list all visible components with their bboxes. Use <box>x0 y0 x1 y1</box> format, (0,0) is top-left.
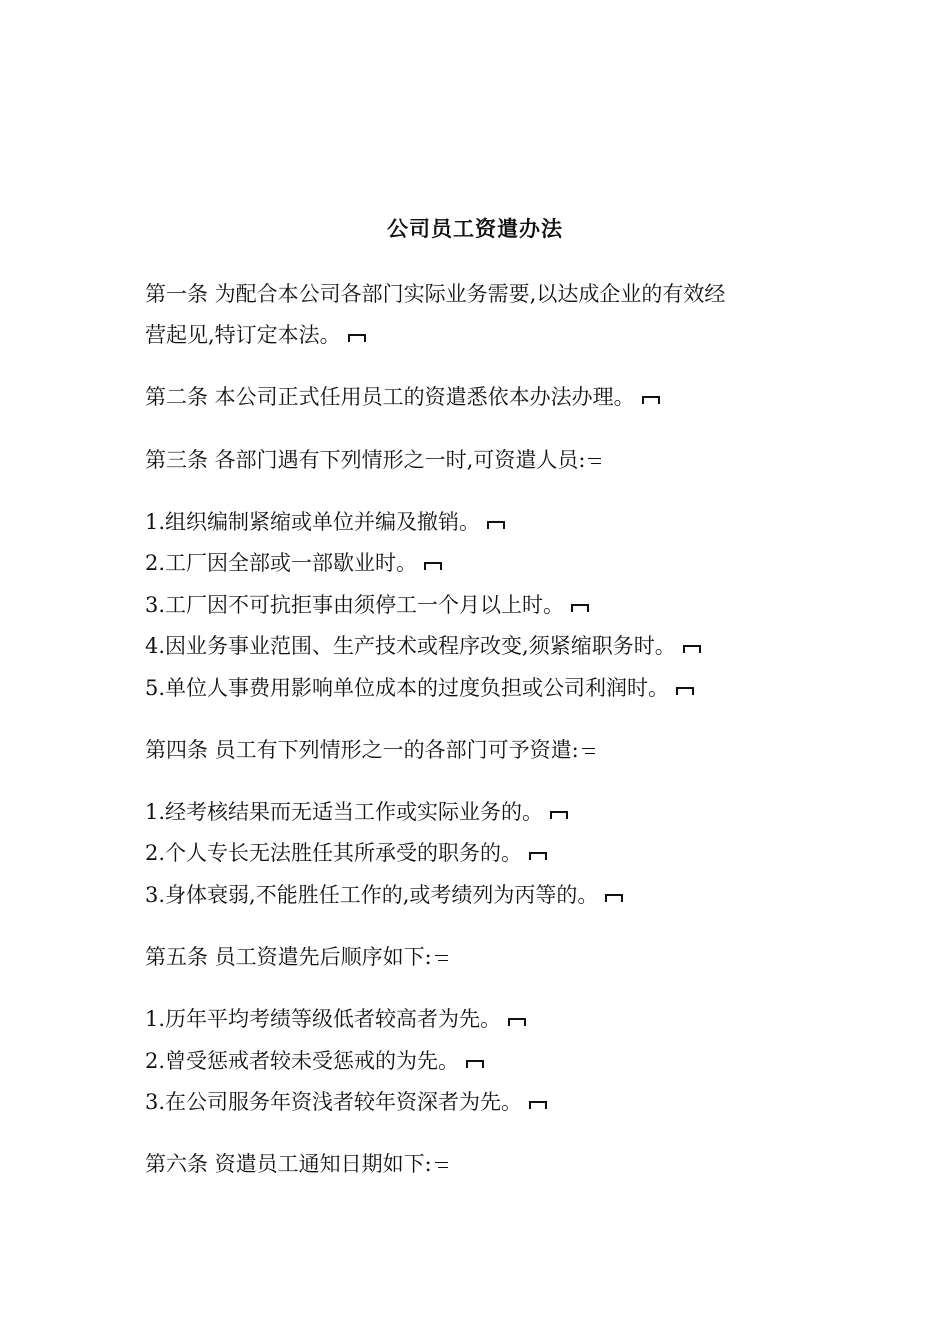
line-break-mark-icon <box>581 745 595 757</box>
paragraph-mark-icon <box>570 604 590 612</box>
article-2: 第二条 本公司正式任用员工的资遣悉依本办法办理。 <box>145 382 661 412</box>
article-3-item-5: 5.单位人事费用影响单位成本的过度负担或公司利润时。 <box>145 673 695 703</box>
article-4-item-2: 2.个人专长无法胜任其所承受的职务的。 <box>145 838 548 868</box>
paragraph-mark-icon <box>675 687 695 695</box>
article-1-line-2: 营起见,特订定本法。 <box>145 320 367 350</box>
article-5-item-2: 2.曾受惩戒者较未受惩戒的为先。 <box>145 1046 485 1076</box>
article-3-item-2: 2.工厂因全部或一部歇业时。 <box>145 548 443 578</box>
article-4-item-1: 1.经考核结果而无适当工作或实际业务的。 <box>145 797 569 827</box>
document-title: 公司员工资遣办法 <box>387 216 563 241</box>
paragraph-mark-icon <box>465 1060 485 1068</box>
paragraph-mark-icon <box>682 645 702 653</box>
paragraph-mark-icon <box>486 521 506 529</box>
paragraph-mark-icon <box>549 811 569 819</box>
article-3-item-1: 1.组织编制紧缩或单位并编及撤销。 <box>145 507 506 537</box>
article-3-item-4: 4.因业务事业范围、生产技术或程序改变,须紧缩职务时。 <box>145 631 702 661</box>
article-5-item-1: 1.历年平均考绩等级低者较高者为先。 <box>145 1004 527 1034</box>
article-4-item-3: 3.身体衰弱,不能胜任工作的,或考绩列为丙等的。 <box>145 880 624 910</box>
line-break-mark-icon <box>434 1159 448 1171</box>
paragraph-mark-icon <box>347 334 367 342</box>
paragraph-mark-icon <box>604 894 624 902</box>
paragraph-mark-icon <box>641 396 661 404</box>
paragraph-mark-icon <box>528 1101 548 1109</box>
article-3: 第三条 各部门遇有下列情形之一时,可资遣人员: <box>145 445 601 475</box>
paragraph-mark-icon <box>528 852 548 860</box>
article-5-item-3: 3.在公司服务年资浅者较年资深者为先。 <box>145 1087 548 1117</box>
article-1-line-1: 第一条 为配合本公司各部门实际业务需要,以达成企业的有效经 <box>145 282 726 306</box>
paragraph-mark-icon <box>507 1018 527 1026</box>
article-3-item-3: 3.工厂因不可抗拒事由须停工一个月以上时。 <box>145 590 590 620</box>
article-5: 第五条 员工资遣先后顺序如下: <box>145 942 448 972</box>
line-break-mark-icon <box>587 455 601 467</box>
article-4: 第四条 员工有下列情形之一的各部门可予资遣: <box>145 735 595 765</box>
paragraph-mark-icon <box>423 562 443 570</box>
line-break-mark-icon <box>434 952 448 964</box>
article-6: 第六条 资遣员工通知日期如下: <box>145 1149 448 1179</box>
